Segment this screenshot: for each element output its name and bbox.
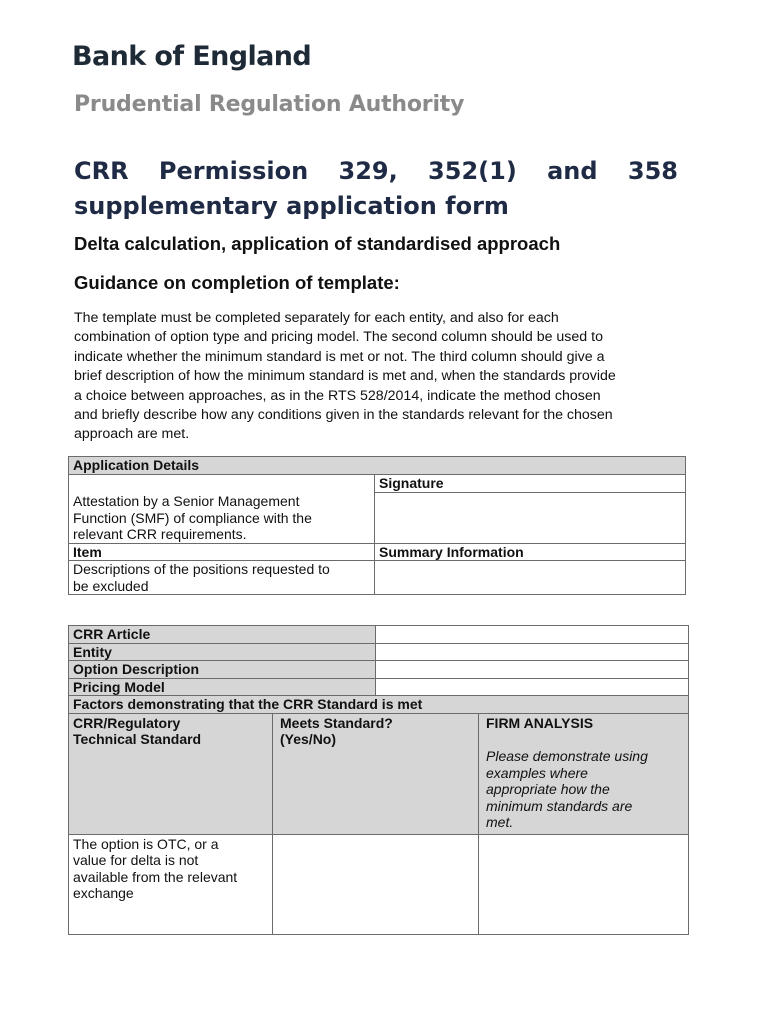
form-subtitle: Delta calculation, application of standardised approach <box>74 233 561 254</box>
option-description-label: Option Description <box>69 661 376 679</box>
form-title <box>74 154 678 224</box>
factors-header: Factors demonstrating that the CRR Standard is met <box>69 696 689 714</box>
attestation-line: relevant CRR requirements. <box>73 526 247 542</box>
title-word: 352(1) <box>428 157 517 185</box>
firm-analysis-note-line: appropriate how the <box>486 781 610 797</box>
firm-analysis-note-line: met. <box>486 814 514 830</box>
attestation-label <box>69 474 375 543</box>
standard-header-line: Technical Standard <box>73 731 202 747</box>
title-word: CRR <box>74 157 129 185</box>
guidance-line: approach are met. <box>74 426 190 443</box>
meets-standard-field[interactable] <box>273 834 479 934</box>
option-description-field[interactable] <box>376 661 689 679</box>
crr-article-field[interactable] <box>376 626 689 644</box>
guidance-line: and briefly describe how any conditions given in the standards relevant for the chosen <box>74 407 613 424</box>
meets-standard-column-header <box>273 713 479 834</box>
authority-name: Prudential Regulation Authority <box>74 92 465 117</box>
summary-information-field[interactable] <box>375 561 686 595</box>
firm-analysis-heading: FIRM ANALYSIS <box>486 714 594 731</box>
application-details-header: Application Details <box>69 457 686 475</box>
firm-analysis-note-line: examples where <box>486 764 588 781</box>
crr-article-label: CRR Article <box>69 626 376 644</box>
standard-header-line: CRR/Regulatory <box>73 714 181 731</box>
application-details-table <box>68 456 686 595</box>
guidance-heading: Guidance on completion of template: <box>74 272 400 293</box>
title-line-2: supplementary application form <box>74 192 509 220</box>
entity-field[interactable] <box>376 643 689 661</box>
firm-analysis-note-line: Please demonstrate using <box>486 748 648 764</box>
guidance-line: indicate whether the minimum standard is met or not. The third column should give a <box>74 348 605 365</box>
title-word: 329, <box>338 157 398 185</box>
title-word: Permission <box>158 157 309 185</box>
signature-label: Signature <box>375 474 686 492</box>
pricing-model-field[interactable] <box>376 678 689 696</box>
standard-column-header <box>69 713 273 834</box>
descriptions-line: be excluded <box>73 577 149 594</box>
title-word: 358 <box>627 157 678 185</box>
organization-name: Bank of England <box>72 41 312 72</box>
firm-analysis-column-header <box>479 713 689 834</box>
firm-analysis-field[interactable] <box>479 834 689 934</box>
firm-analysis-note-line: minimum standards are <box>486 797 633 814</box>
pricing-model-label: Pricing Model <box>69 678 376 696</box>
summary-information-label: Summary Information <box>375 543 686 561</box>
guidance-line: The template must be completed separately for each entity, and also for each <box>74 310 559 326</box>
attestation-line: Attestation by a Senior Management <box>73 493 300 509</box>
crr-standard-table <box>68 625 689 935</box>
attestation-line: Function (SMF) of compliance with the <box>73 509 312 526</box>
standard-cell <box>69 834 273 934</box>
guidance-line: combination of option type and pricing model. The second column should be used to <box>74 329 603 346</box>
descriptions-label <box>69 561 375 595</box>
guidance-line: brief description of how the minimum standard is met and, when the standards provide <box>74 368 616 385</box>
descriptions-line: Descriptions of the positions requested to <box>73 561 330 577</box>
item-label: Item <box>69 543 375 561</box>
title-line-1 <box>74 154 678 189</box>
standard-line: available from the relevant <box>73 868 238 885</box>
title-word: and <box>547 157 598 185</box>
guidance-line: a choice between approaches, as in the RTS 528/2014, indicate the method chosen <box>74 387 601 404</box>
meets-header-line: Meets Standard? <box>280 714 393 731</box>
signature-field[interactable] <box>375 492 686 543</box>
standard-line: The option is OTC, or a <box>73 835 219 852</box>
guidance-paragraph <box>74 309 674 445</box>
standard-line: exchange <box>73 885 134 901</box>
entity-label: Entity <box>69 643 376 661</box>
standard-line: value for delta is not <box>73 852 199 868</box>
meets-header-line: (Yes/No) <box>280 731 337 747</box>
